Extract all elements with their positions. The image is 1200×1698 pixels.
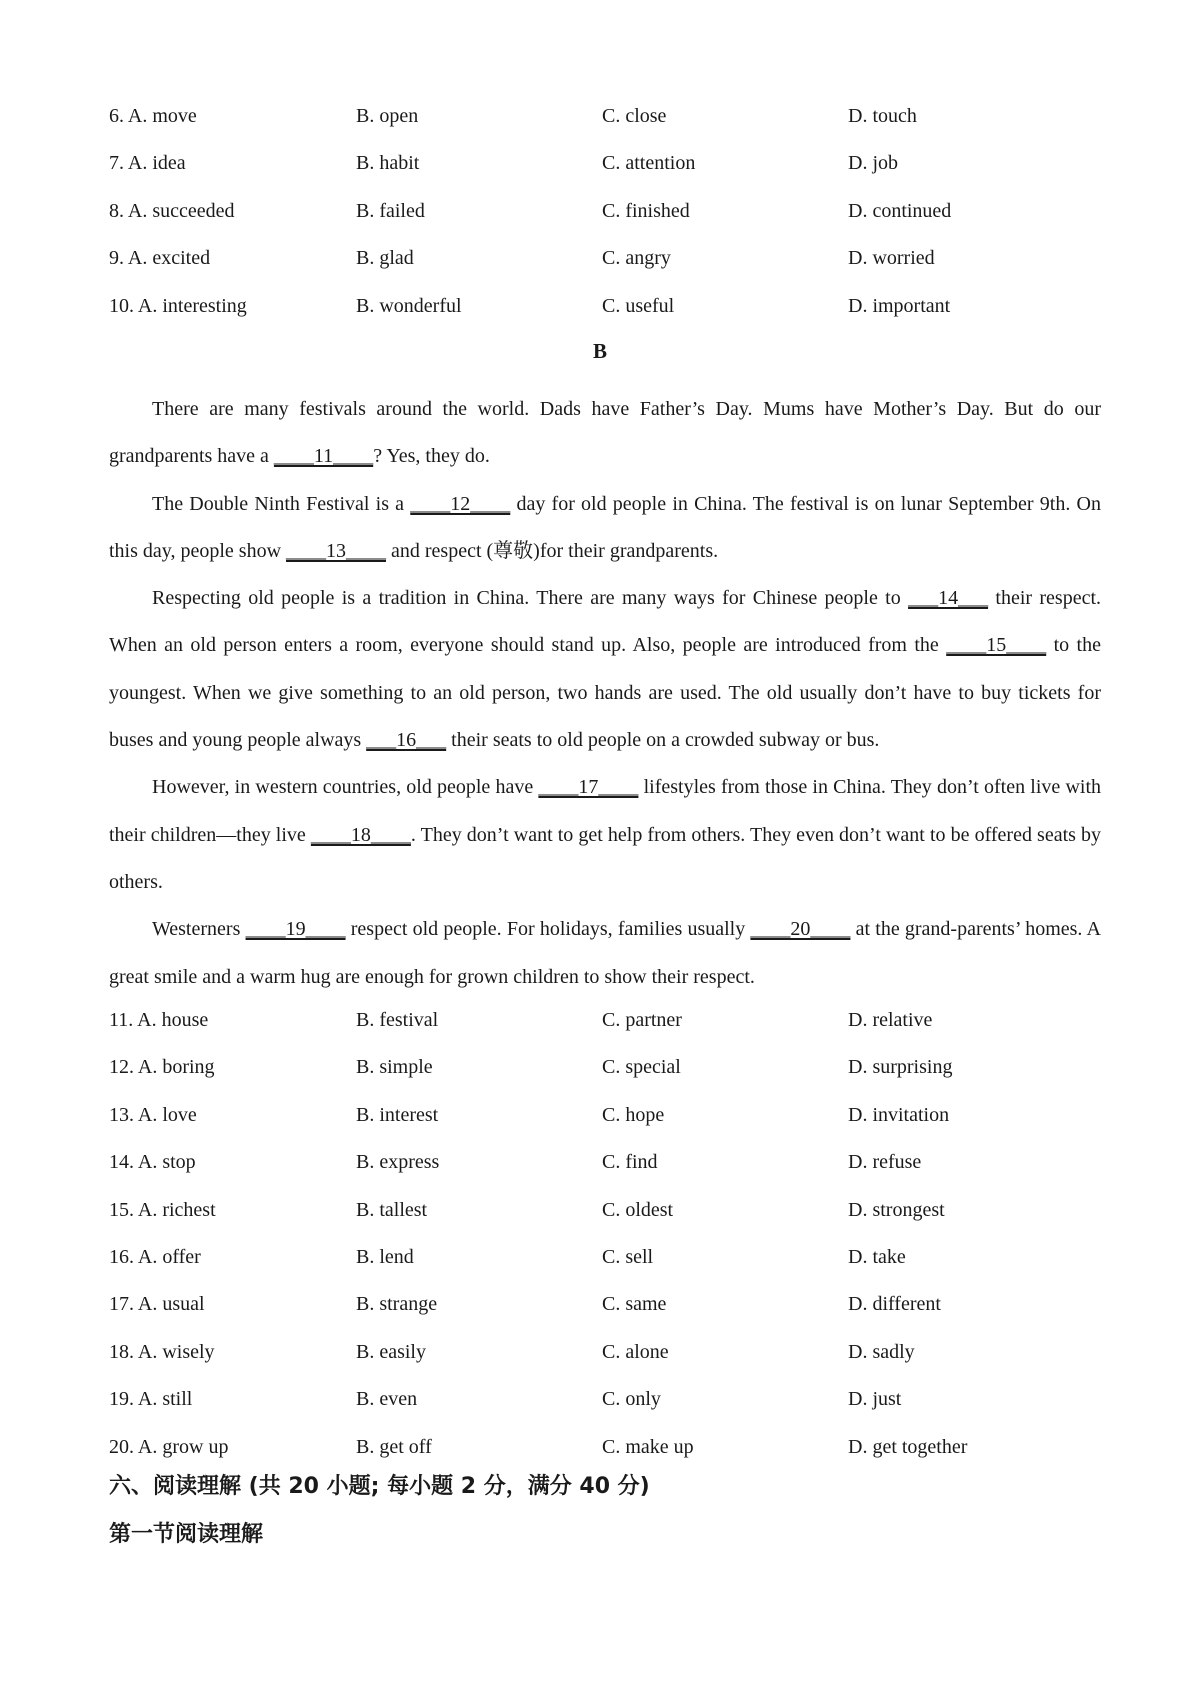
option-a: 16. A. offer xyxy=(109,1245,201,1268)
option-a: 9. A. excited xyxy=(109,247,211,270)
option-d: D. refuse xyxy=(848,1151,922,1174)
passage-text: lifestyles from those in China. They don’t often live with their children—they live xyxy=(109,776,1102,846)
option-d: D. touch xyxy=(848,105,917,127)
option-row-11 xyxy=(109,1008,1109,1055)
blank-13: ____13____ xyxy=(286,539,387,562)
option-d: D. get together xyxy=(848,1435,968,1458)
option-c: C. oldest xyxy=(602,1198,674,1221)
option-d: D. job xyxy=(848,152,898,175)
blank-20: ____20____ xyxy=(750,918,851,941)
option-b: B. easily xyxy=(356,1340,426,1363)
passage-b xyxy=(109,386,1101,1001)
option-d: D. relative xyxy=(848,1009,933,1031)
option-b: B. strange xyxy=(356,1293,438,1316)
option-row-16 xyxy=(109,1245,1109,1292)
passage-text: to the youngest. When we give something to an old person, two hands are used. The old usually don’t have to buy tickets for buses and young people always xyxy=(109,634,1101,752)
option-d: D. surprising xyxy=(848,1056,953,1079)
option-b: B. tallest xyxy=(356,1198,428,1221)
option-a: 6. A. move xyxy=(109,105,197,127)
passage-text: Westerners xyxy=(152,918,246,941)
option-c: C. only xyxy=(602,1388,661,1411)
option-b: B. failed xyxy=(356,199,425,222)
section-six-subtitle: 第一节阅读理解 xyxy=(109,1522,264,1547)
passage-text: However, in western countries, old people have xyxy=(152,776,539,799)
option-c: C. sell xyxy=(602,1245,654,1268)
option-row-19 xyxy=(109,1387,1109,1434)
section-heading-b: B xyxy=(592,339,607,363)
option-a: 15. A. richest xyxy=(109,1198,216,1221)
option-c: C. angry xyxy=(602,247,671,270)
passage-text: their seats to old people on a crowded subway or bus. xyxy=(446,729,880,752)
option-d: D. just xyxy=(848,1388,902,1411)
passage-text: at the grand-parents’ homes. A great smile and a warm hug are enough for grown children to show their respect. xyxy=(109,918,1101,988)
option-a: 10. A. interesting xyxy=(109,294,247,317)
option-c: C. partner xyxy=(602,1009,682,1031)
option-row-6 xyxy=(109,104,1109,151)
option-c: C. useful xyxy=(602,294,675,317)
option-c: C. hope xyxy=(602,1103,665,1126)
option-a: 8. A. succeeded xyxy=(109,199,235,222)
option-b: B. open xyxy=(356,105,419,127)
paragraph-5 xyxy=(109,906,1101,1001)
option-b: B. wonderful xyxy=(356,294,462,317)
option-c: C. alone xyxy=(602,1340,669,1363)
option-b: B. festival xyxy=(356,1009,439,1031)
option-row-7 xyxy=(109,151,1109,198)
passage-text: and respect (尊敬)for their grandparents. xyxy=(386,539,719,562)
option-d: D. invitation xyxy=(848,1103,950,1126)
option-d: D. worried xyxy=(848,247,935,270)
option-c: C. make up xyxy=(602,1435,694,1458)
passage-text: ? Yes, they do. xyxy=(373,445,490,468)
paragraph-3 xyxy=(109,575,1101,764)
option-c: C. attention xyxy=(602,152,696,175)
blank-19: ____19____ xyxy=(245,918,346,941)
passage-text: The Double Ninth Festival is a xyxy=(152,492,411,515)
option-a: 19. A. still xyxy=(109,1388,193,1411)
option-d: D. strongest xyxy=(848,1198,945,1221)
option-a: 12. A. boring xyxy=(109,1056,215,1079)
paragraph-1 xyxy=(109,386,1101,481)
option-row-12 xyxy=(109,1055,1109,1102)
option-a: 14. A. stop xyxy=(109,1151,196,1174)
option-row-8 xyxy=(109,199,1109,246)
blank-18: ____18____ xyxy=(310,823,411,846)
options-top xyxy=(109,104,1109,341)
option-b: B. get off xyxy=(356,1435,432,1458)
option-row-10 xyxy=(109,294,1109,341)
option-row-13 xyxy=(109,1103,1109,1150)
option-a: 11. A. house xyxy=(109,1009,209,1031)
option-b: B. even xyxy=(356,1388,418,1411)
option-row-9 xyxy=(109,246,1109,293)
section-six-title: 六、阅读理解 (共 20 小题; 每小题 2 分，满分 40 分) xyxy=(109,1474,650,1499)
blank-12: ____12____ xyxy=(410,492,511,515)
option-a: 7. A. idea xyxy=(109,152,186,175)
option-a: 13. A. love xyxy=(109,1103,197,1126)
option-b: B. simple xyxy=(356,1056,433,1079)
blank-14: ___14___ xyxy=(908,587,989,610)
blank-17: ____17____ xyxy=(538,776,639,799)
paragraph-2 xyxy=(109,481,1101,576)
option-row-15 xyxy=(109,1198,1109,1245)
option-a: 18. A. wisely xyxy=(109,1340,215,1363)
option-row-17 xyxy=(109,1292,1109,1339)
passage-text: . They don’t want to get help from others. They even don’t want to be offered seats by others. xyxy=(109,823,1102,893)
blank-15: ____15____ xyxy=(946,634,1047,657)
blank-11: ____11____ xyxy=(273,445,374,468)
option-c: C. finished xyxy=(602,199,690,222)
option-d: D. important xyxy=(848,294,951,317)
option-b: B. interest xyxy=(356,1103,439,1126)
blank-16: ___16___ xyxy=(366,729,447,752)
option-d: D. sadly xyxy=(848,1340,915,1363)
passage-text: There are many festivals around the world. Dads have Father’s Day. Mums have Mother’s Day. But do our grandparents have a xyxy=(109,398,1101,468)
option-a: 17. A. usual xyxy=(109,1293,205,1316)
option-a: 20. A. grow up xyxy=(109,1435,229,1458)
passage-text: their respect. When an old person enters a room, everyone should stand up. Also, people are introduced from the xyxy=(109,587,1102,657)
passage-text: day for old people in China. The festival is on lunar September 9th. On this day, people show xyxy=(109,492,1101,562)
option-d: D. different xyxy=(848,1293,941,1316)
paragraph-4 xyxy=(109,764,1101,906)
passage-text: respect old people. For holidays, families usually xyxy=(345,918,751,941)
option-row-18 xyxy=(109,1340,1109,1387)
option-b: B. habit xyxy=(356,152,420,175)
option-row-14 xyxy=(109,1150,1109,1197)
option-d: D. take xyxy=(848,1245,906,1268)
option-c: C. close xyxy=(602,105,667,127)
option-b: B. glad xyxy=(356,247,414,270)
option-c: C. find xyxy=(602,1151,658,1174)
option-d: D. continued xyxy=(848,199,952,222)
options-bottom xyxy=(109,1008,1109,1482)
option-c: C. special xyxy=(602,1056,681,1079)
option-b: B. express xyxy=(356,1151,440,1174)
option-c: C. same xyxy=(602,1293,667,1316)
option-b: B. lend xyxy=(356,1245,414,1268)
passage-text: Respecting old people is a tradition in China. There are many ways for Chinese people to xyxy=(152,587,909,610)
